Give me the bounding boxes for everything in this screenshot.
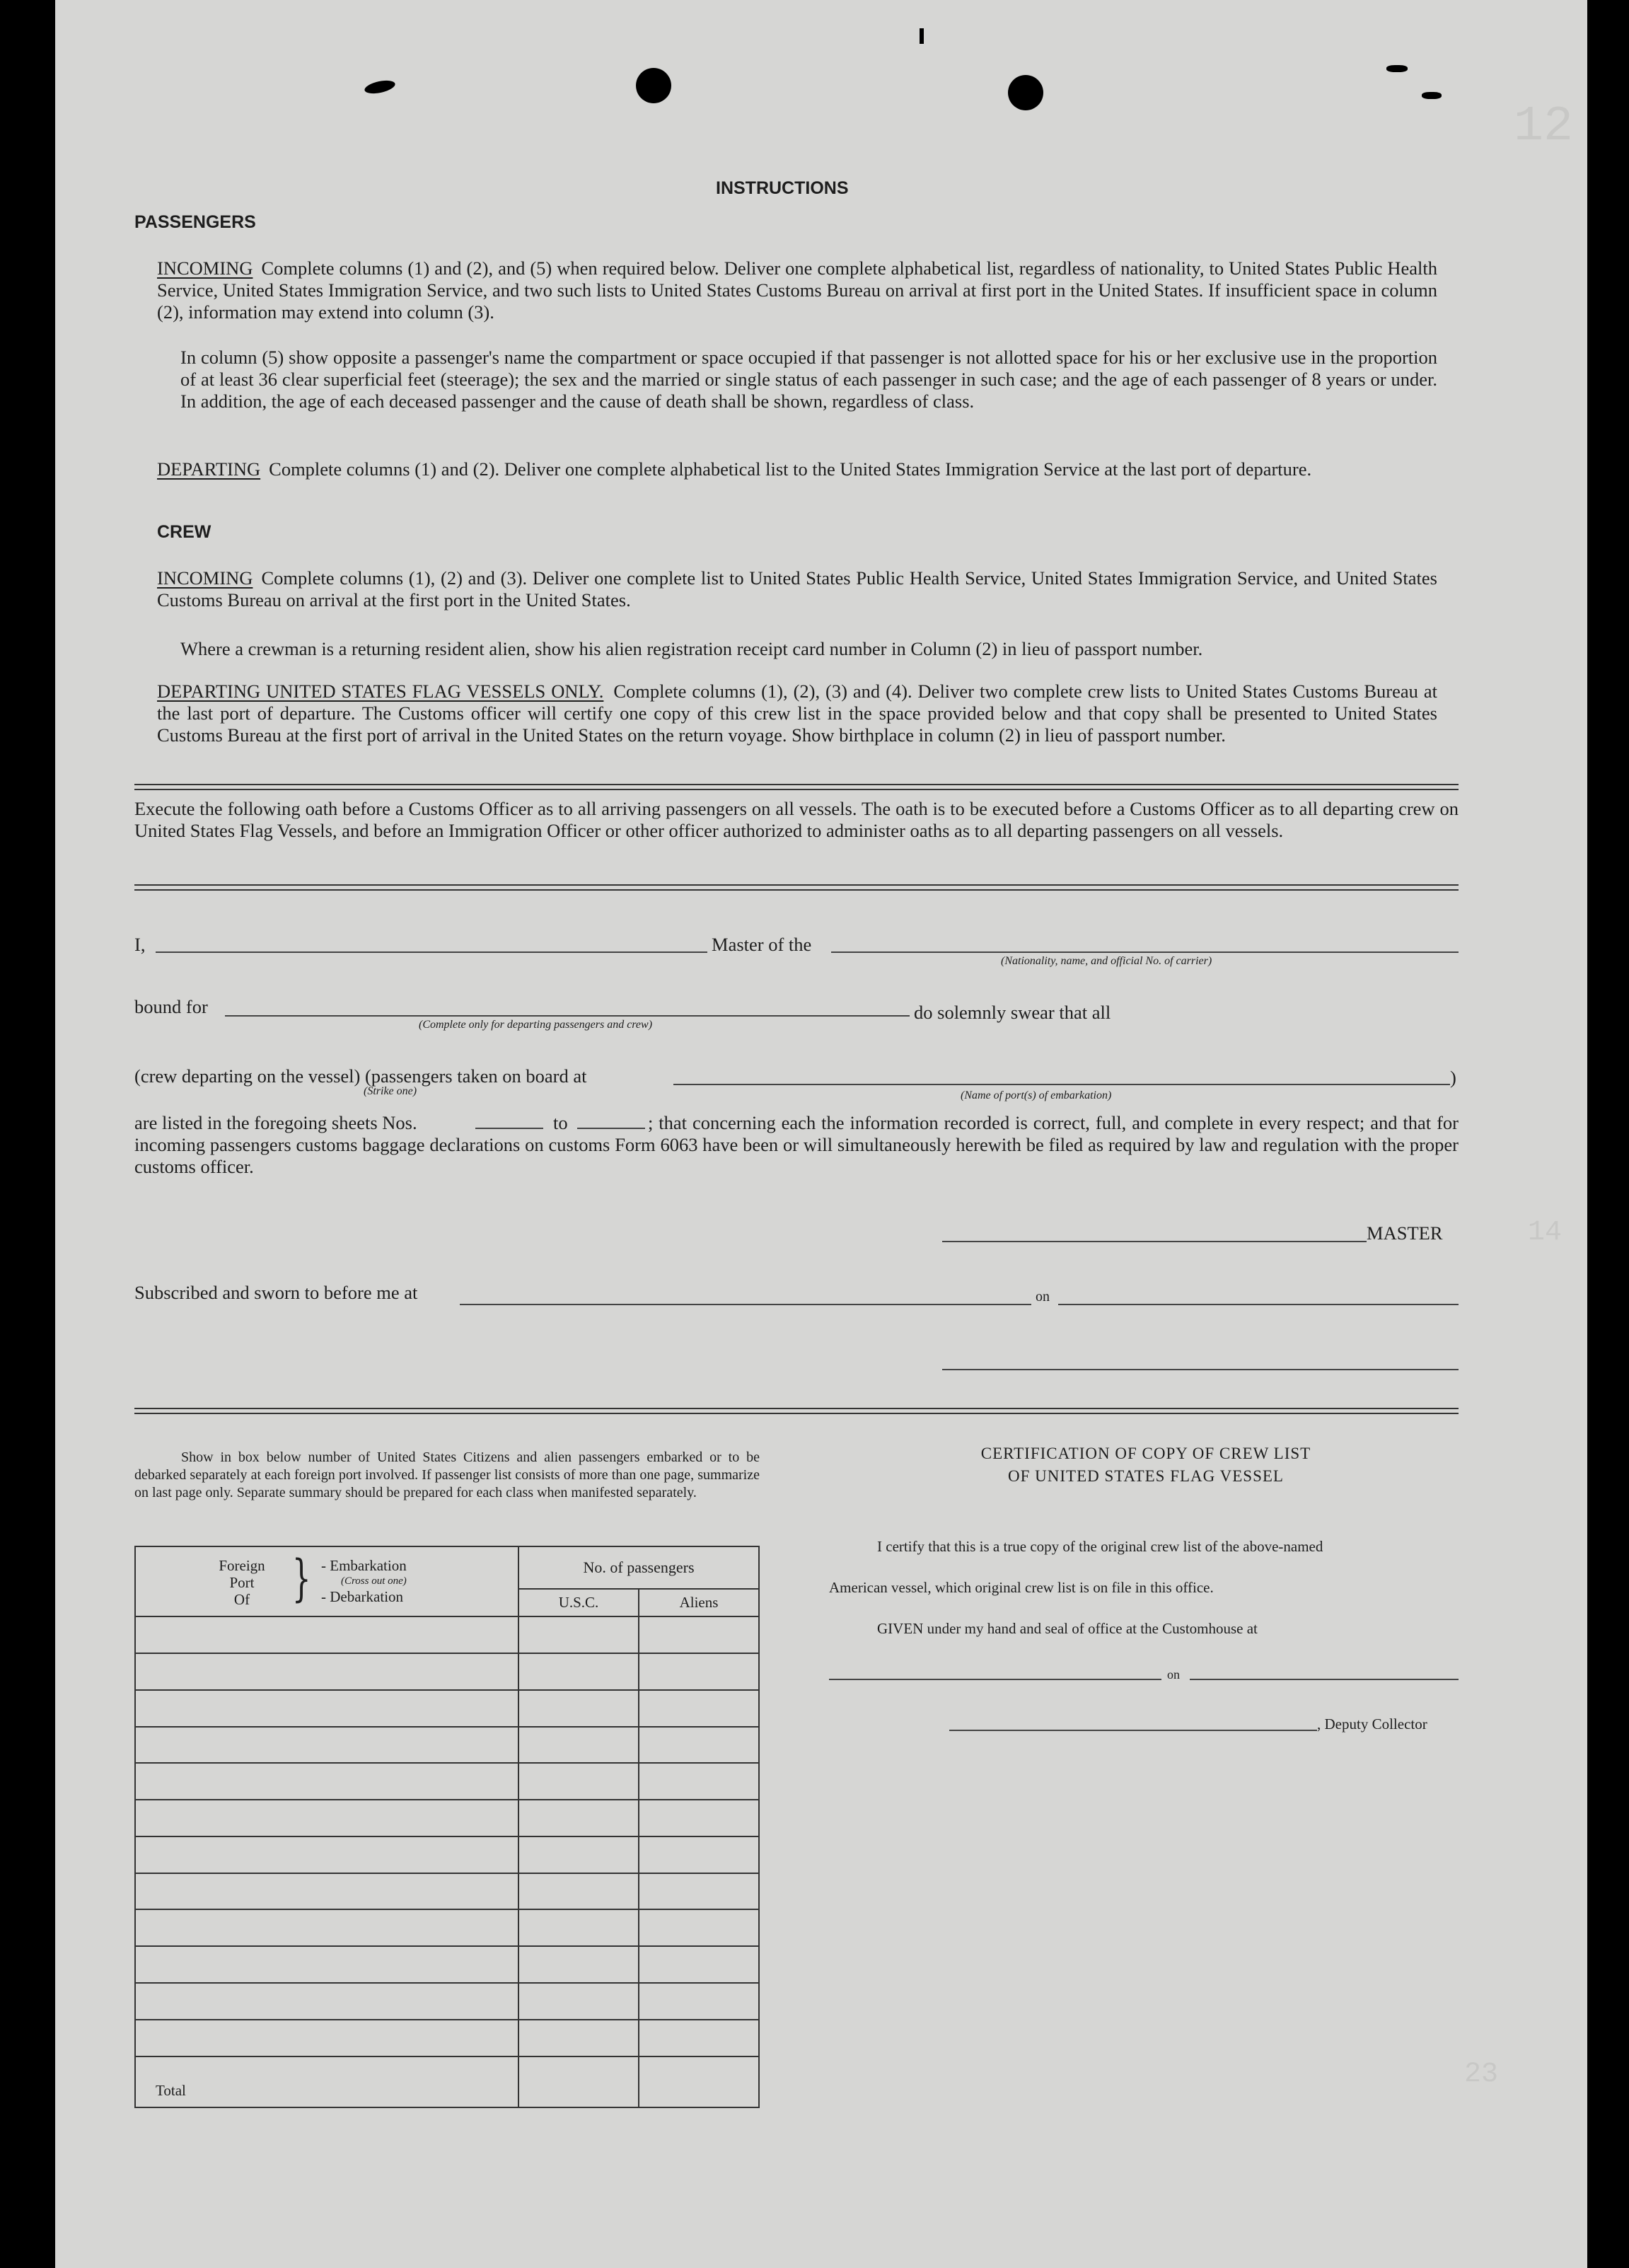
- table-row: [135, 1763, 759, 1800]
- aliens-cell[interactable]: [639, 1763, 759, 1800]
- to-label: to: [553, 1112, 568, 1133]
- port-cell[interactable]: [135, 1727, 518, 1764]
- port-cell[interactable]: [135, 2020, 518, 2056]
- carrier-field[interactable]: [831, 951, 1459, 953]
- usc-cell[interactable]: [518, 1873, 639, 1910]
- port-cell[interactable]: [135, 1873, 518, 1910]
- aliens-cell[interactable]: [639, 1690, 759, 1727]
- bleed-through-mark: 14: [1528, 1217, 1563, 1249]
- port-label: Port: [229, 1574, 255, 1591]
- bound-for-field[interactable]: [225, 1015, 910, 1017]
- crew-incoming-label: INCOMING: [157, 567, 253, 589]
- port-header-cell: [135, 1546, 518, 1616]
- usc-cell[interactable]: [518, 1800, 639, 1836]
- column5-paragraph: In column (5) show opposite a passenger's name the compartment or space occupied if that passenger is not allotted space for his or her exclusive use in the proportion of at least 36 clear superficial feet (steerage); the sex and the married or single status of each passenger in such case; and the age of each passenger of 8 years or under. In addition, the age of each deceased passenger and the cause of death shall be shown, regardless of class.: [180, 347, 1437, 412]
- aliens-cell[interactable]: [639, 1727, 759, 1764]
- embarkation-option: - Embarkation: [321, 1557, 407, 1574]
- cross-out-caption: (Cross out one): [341, 1575, 407, 1587]
- oath-instructions: Execute the following oath before a Customs Officer as to all arriving passengers on all vessels. The oath is to be executed before a Customs Officer as to all departing crew on United States Flag Vessels, and before an Immigration Officer or other officer authorized to administer oaths as to all departing passengers on all vessels.: [134, 798, 1459, 841]
- table-row: [135, 1727, 759, 1764]
- table-row: [135, 1873, 759, 1910]
- crew-departing-text: Complete columns (1), (2), (3) and (4). Deliver two complete crew lists to United States Customs Bureau at the last port of departure. The Customs officer will certify one copy of this crew list in the space provided below and that copy shall be presented to United States Customs Bureau at the first port of arrival in the United States on the return voyage. Show birthplace in column (2) in lieu of passport number.: [157, 681, 1437, 746]
- certification-title-1: CERTIFICATION OF COPY OF CREW LIST: [980, 1445, 1311, 1462]
- aliens-cell[interactable]: [639, 1800, 759, 1836]
- given-text: GIVEN under my hand and seal of office at the Customhouse at: [877, 1620, 1258, 1637]
- certification-date-field[interactable]: [1190, 1679, 1459, 1680]
- total-label: Total: [135, 2056, 518, 2107]
- ink-blot: [1386, 65, 1408, 72]
- usc-cell[interactable]: [518, 1983, 639, 2020]
- bound-for-label: bound for: [134, 996, 208, 1017]
- usc-header: U.S.C.: [518, 1589, 639, 1616]
- certification-on-label: on: [1167, 1667, 1180, 1682]
- master-label: MASTER: [1367, 1222, 1443, 1244]
- crew-departing-paragraph: [157, 681, 1437, 746]
- passenger-departing-text: Complete columns (1) and (2). Deliver one complete alphabetical list to the United States Immigration Service at the last port of departure.: [269, 458, 1312, 480]
- table-row: [135, 1800, 759, 1836]
- divider: [134, 884, 1459, 891]
- passenger-departing-label: DEPARTING: [157, 458, 261, 480]
- port-cell[interactable]: [135, 1616, 518, 1653]
- aliens-cell[interactable]: [639, 1983, 759, 2020]
- brace-icon: }: [291, 1549, 311, 1607]
- passengers-heading: PASSENGERS: [134, 212, 256, 232]
- port-cell[interactable]: [135, 1909, 518, 1946]
- table-row: [135, 1690, 759, 1727]
- subscribed-place-field[interactable]: [460, 1304, 1031, 1305]
- bleed-through-mark: 23: [1464, 2059, 1499, 2090]
- foreign-label: Foreign: [219, 1557, 265, 1574]
- oath-i-label: I,: [134, 934, 146, 955]
- table-row: [135, 1909, 759, 1946]
- instructions-title: INSTRUCTIONS: [716, 178, 849, 198]
- passenger-incoming-label: INCOMING: [157, 258, 253, 279]
- total-usc-cell[interactable]: [518, 2056, 639, 2107]
- listed-sheets-text: are listed in the foregoing sheets Nos.: [134, 1112, 417, 1133]
- ink-blot: [1422, 92, 1442, 99]
- crewman-paragraph: Where a crewman is a returning resident alien, show his alien registration receipt card number in Column (2) in lieu of passport number.: [180, 638, 1203, 659]
- close-paren: ): [1450, 1067, 1456, 1088]
- usc-cell[interactable]: [518, 1616, 639, 1653]
- table-row: [135, 1653, 759, 1690]
- port-cell[interactable]: [135, 1653, 518, 1690]
- passenger-incoming-paragraph: [157, 258, 1437, 323]
- strike-one-caption: (Strike one): [364, 1085, 417, 1097]
- of-label: Of: [233, 1591, 250, 1608]
- port-cell[interactable]: [135, 1983, 518, 2020]
- table-row: [135, 1946, 759, 1983]
- aliens-header: Aliens: [639, 1589, 759, 1616]
- aliens-cell[interactable]: [639, 1909, 759, 1946]
- bleed-through-mark: 12: [1514, 99, 1574, 155]
- port-cell[interactable]: [135, 1836, 518, 1873]
- usc-cell[interactable]: [518, 1727, 639, 1764]
- usc-cell[interactable]: [518, 1690, 639, 1727]
- table-row: [135, 1616, 759, 1653]
- summary-instructions: Show in box below number of United States Citizens and alien passengers embarked or to be debarked separately at each foreign port involved. If passenger list consists of more than one page, summarize on last page only. Separate summary should be prepared for each class when manifested separately.: [134, 1450, 760, 1500]
- crew-incoming-paragraph: [157, 567, 1437, 611]
- aliens-cell[interactable]: [639, 1873, 759, 1910]
- no-of-passengers-header: No. of passengers: [518, 1546, 759, 1589]
- oath-body-text: ; that concerning each the information recorded is correct, full, and complete in every respect; and that for incoming passengers customs baggage declarations on customs Form 6063 have been or will simultaneously herewith be filed as required by law and regulation with the proper customs officer.: [134, 1112, 1459, 1177]
- port-cell[interactable]: [135, 1800, 518, 1836]
- divider: [134, 1408, 1459, 1414]
- deputy-signature-field[interactable]: [949, 1730, 1317, 1731]
- usc-cell[interactable]: [518, 1836, 639, 1873]
- customhouse-field[interactable]: [829, 1679, 1161, 1680]
- ink-blot: [920, 28, 924, 44]
- aliens-cell[interactable]: [639, 1836, 759, 1873]
- punch-hole-left: [636, 68, 671, 103]
- port-cell[interactable]: [135, 1946, 518, 1983]
- subscribed-on-label: on: [1036, 1289, 1050, 1304]
- subscribed-date-field[interactable]: [1058, 1304, 1459, 1305]
- usc-cell[interactable]: [518, 1909, 639, 1946]
- passenger-incoming-text: Complete columns (1) and (2), and (5) when required below. Deliver one complete alphabetical list, regardless of nationality, to United States Public Health Service, United States Immigration Service, and two such lists to United States Customs Bureau on arrival at first port in the United States. If insufficient space in column (2), information may extend into column (3).: [157, 258, 1437, 323]
- carrier-caption: (Nationality, name, and official No. of carrier): [1001, 955, 1212, 967]
- certify-line-2: American vessel, which original crew list is on file in this office.: [829, 1579, 1214, 1596]
- port-cell[interactable]: [135, 1763, 518, 1800]
- master-signature-field[interactable]: [942, 1241, 1367, 1242]
- crew-heading: CREW: [157, 522, 211, 542]
- usc-cell[interactable]: [518, 1653, 639, 1690]
- passenger-summary-table: [134, 1546, 760, 2108]
- officer-signature-field[interactable]: [942, 1369, 1459, 1370]
- crew-incoming-text: Complete columns (1), (2) and (3). Deliver one complete list to United States Public Health Service, United States Immigration Service, and United States Customs Bureau on arrival at the first port in the United States.: [157, 567, 1437, 611]
- usc-cell[interactable]: [518, 1946, 639, 1983]
- aliens-cell[interactable]: [639, 1946, 759, 1983]
- deputy-collector-label: , Deputy Collector: [1317, 1716, 1427, 1732]
- certification-title-2: OF UNITED STATES FLAG VESSEL: [1008, 1467, 1284, 1485]
- master-name-field[interactable]: [156, 951, 707, 953]
- bound-for-caption: (Complete only for departing passengers and crew): [419, 1019, 653, 1031]
- subscribed-label: Subscribed and sworn to before me at: [134, 1282, 418, 1303]
- embarkation-port-field[interactable]: [673, 1084, 1450, 1085]
- crew-departing-label: DEPARTING UNITED STATES FLAG VESSELS ONLY.: [157, 681, 604, 702]
- port-cell[interactable]: [135, 1690, 518, 1727]
- solemnly-swear-text: do solemnly swear that all: [914, 1002, 1111, 1023]
- embarkation-port-caption: (Name of port(s) of embarkation): [961, 1089, 1112, 1101]
- usc-cell[interactable]: [518, 2020, 639, 2056]
- usc-cell[interactable]: [518, 1763, 639, 1800]
- table-row: [135, 1836, 759, 1873]
- total-aliens-cell[interactable]: [639, 2056, 759, 2107]
- aliens-cell[interactable]: [639, 1616, 759, 1653]
- table-row: [135, 1983, 759, 2020]
- aliens-cell[interactable]: [639, 2020, 759, 2056]
- master-of-the-label: Master of the: [712, 934, 812, 955]
- certify-line-1: I certify that this is a true copy of the original crew list of the above-named: [877, 1538, 1323, 1555]
- punch-hole-right: [1008, 75, 1043, 110]
- divider: [134, 784, 1459, 790]
- passenger-departing-paragraph: [157, 458, 1437, 480]
- aliens-cell[interactable]: [639, 1653, 759, 1690]
- table-row: [135, 2020, 759, 2056]
- debarkation-option: - Debarkation: [321, 1588, 404, 1605]
- crew-departing-strike-text: (crew departing on the vessel) (passengers taken on board at: [134, 1065, 587, 1087]
